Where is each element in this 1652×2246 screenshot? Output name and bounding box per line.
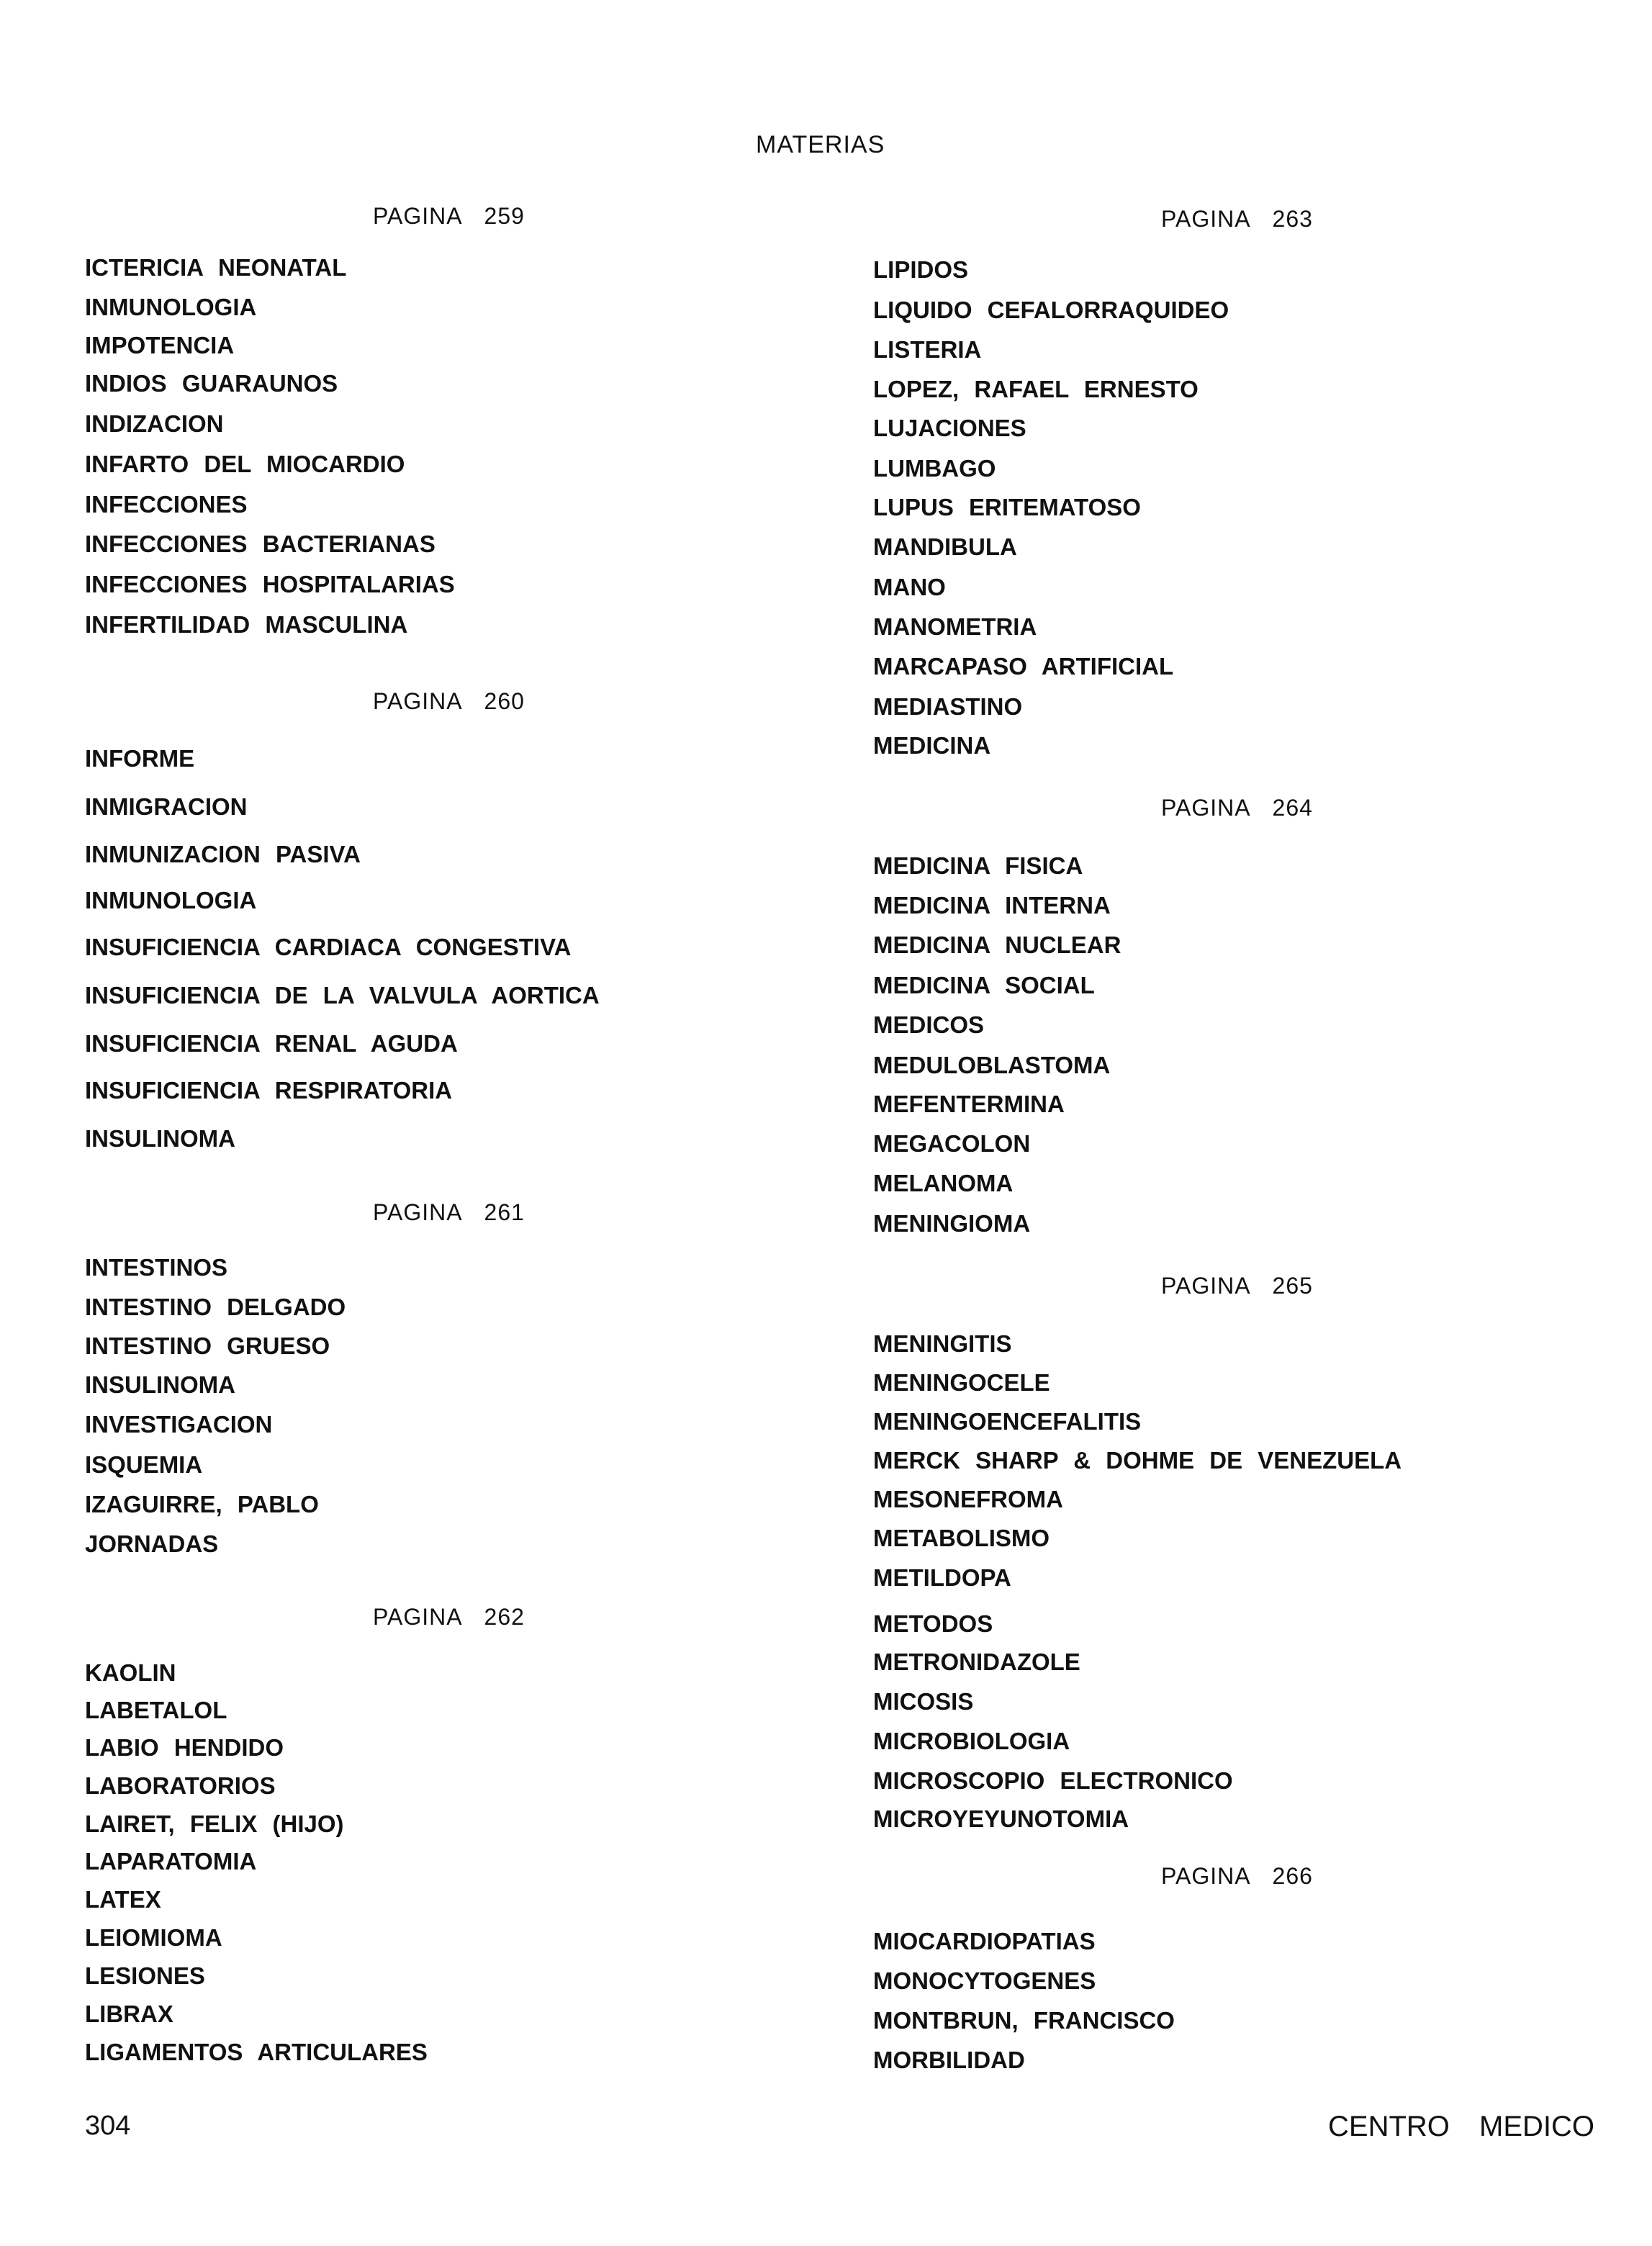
- section-label: PAGINA: [1161, 1863, 1251, 1889]
- index-entry-medicina: MEDICINA: [873, 732, 991, 759]
- section-label: PAGINA: [1161, 1273, 1251, 1299]
- index-entry-morbilidad: MORBILIDAD: [873, 2047, 1025, 2073]
- index-entry-insulinoma: INSULINOMA: [85, 1371, 235, 1398]
- index-entry-medicina-social: MEDICINA SOCIAL: [873, 972, 1095, 998]
- index-entry-isquemia: ISQUEMIA: [85, 1451, 203, 1478]
- section-label: PAGINA: [373, 203, 463, 229]
- index-entry-listeria: LISTERIA: [873, 336, 982, 363]
- section-page-number: 266: [1272, 1863, 1313, 1889]
- index-entry-intestino-grueso: INTESTINO GRUESO: [85, 1332, 330, 1359]
- section-page-number: 260: [484, 688, 525, 714]
- section-page-number: 264: [1272, 795, 1313, 821]
- index-entry-metildopa: METILDOPA: [873, 1564, 1011, 1591]
- index-entry-intestino-delgado: INTESTINO DELGADO: [85, 1294, 346, 1320]
- index-entry-impotencia: IMPOTENCIA: [85, 332, 235, 358]
- index-entry-mediastino: MEDIASTINO: [873, 693, 1023, 720]
- index-entry-insuficiencia-respiratoria: INSUFICIENCIA RESPIRATORIA: [85, 1077, 453, 1104]
- section-heading-pagina-260: [373, 688, 525, 715]
- section-label: PAGINA: [1161, 795, 1251, 821]
- page-title: MATERIAS: [756, 131, 885, 158]
- index-entry-laparatomia: LAPARATOMIA: [85, 1848, 257, 1875]
- index-entry-insuficiencia-renal-aguda: INSUFICIENCIA RENAL AGUDA: [85, 1030, 458, 1057]
- index-entry-microbiologia: MICROBIOLOGIA: [873, 1728, 1070, 1754]
- section-heading-pagina-262: [373, 1604, 525, 1631]
- index-entry-lujaciones: LUJACIONES: [873, 415, 1026, 441]
- section-label: PAGINA: [373, 1604, 463, 1630]
- index-entry-metodos: METODOS: [873, 1610, 993, 1637]
- section-heading-pagina-259: [373, 203, 525, 230]
- index-entry-lupus-eritematoso: LUPUS ERITEMATOSO: [873, 494, 1141, 520]
- index-entry-medicina-fisica: MEDICINA FISICA: [873, 852, 1083, 879]
- index-entry-insuficiencia-de-la-valvula-aortica: INSUFICIENCIA DE LA VALVULA AORTICA: [85, 982, 600, 1009]
- section-heading-pagina-263: [1161, 206, 1313, 233]
- index-entry-inmigracion: INMIGRACION: [85, 793, 248, 820]
- index-entry-montbrun-francisco: MONTBRUN, FRANCISCO: [873, 2007, 1175, 2034]
- section-page-number: 263: [1272, 206, 1313, 232]
- index-entry-indizacion: INDIZACION: [85, 410, 224, 437]
- index-entry-insuficiencia-cardiaca-congestiva: INSUFICIENCIA CARDIACA CONGESTIVA: [85, 934, 572, 960]
- index-entry-leiomioma: LEIOMIOMA: [85, 1924, 222, 1951]
- index-entry-infertilidad-masculina: INFERTILIDAD MASCULINA: [85, 611, 408, 638]
- section-heading-pagina-261: [373, 1199, 525, 1226]
- index-entry-latex: LATEX: [85, 1886, 161, 1913]
- index-entry-medicina-interna: MEDICINA INTERNA: [873, 892, 1111, 919]
- index-entry-jornadas: JORNADAS: [85, 1530, 219, 1557]
- index-entry-marcapaso-artificial: MARCAPASO ARTIFICIAL: [873, 653, 1174, 680]
- index-entry-infecciones-bacterianas: INFECCIONES BACTERIANAS: [85, 531, 435, 557]
- index-entry-intestinos: INTESTINOS: [85, 1254, 228, 1281]
- section-heading-pagina-266: [1161, 1863, 1313, 1890]
- section-label: PAGINA: [373, 1199, 463, 1225]
- index-entry-inmunizacion-pasiva: INMUNIZACION PASIVA: [85, 841, 361, 867]
- section-heading-pagina-264: [1161, 795, 1313, 821]
- index-entry-medicina-nuclear: MEDICINA NUCLEAR: [873, 932, 1121, 958]
- index-entry-laboratorios: LABORATORIOS: [85, 1772, 276, 1799]
- index-entry-mefentermina: MEFENTERMINA: [873, 1091, 1065, 1117]
- index-entry-mano: MANO: [873, 574, 946, 600]
- index-entry-insulinoma: INSULINOMA: [85, 1125, 235, 1152]
- index-entry-lumbago: LUMBAGO: [873, 455, 996, 482]
- index-entry-infecciones: INFECCIONES: [85, 491, 248, 518]
- index-entry-metabolismo: METABOLISMO: [873, 1525, 1050, 1551]
- index-entry-melanoma: MELANOMA: [873, 1170, 1014, 1196]
- index-entry-kaolin: KAOLIN: [85, 1659, 176, 1686]
- index-entry-meduloblastoma: MEDULOBLASTOMA: [873, 1052, 1111, 1078]
- index-entry-mesonefroma: MESONEFROMA: [873, 1486, 1063, 1512]
- index-entry-miocardiopatias: MIOCARDIOPATIAS: [873, 1928, 1096, 1954]
- index-entry-izaguirre-pablo: IZAGUIRRE, PABLO: [85, 1491, 319, 1517]
- index-entry-medicos: MEDICOS: [873, 1011, 985, 1038]
- index-entry-megacolon: MEGACOLON: [873, 1130, 1031, 1157]
- section-page-number: 261: [484, 1199, 525, 1225]
- index-entry-meningoencefalitis: MENINGOENCEFALITIS: [873, 1408, 1142, 1435]
- section-heading-pagina-265: [1161, 1273, 1313, 1299]
- page-number: 304: [85, 2111, 131, 2141]
- section-label: PAGINA: [373, 688, 463, 714]
- index-entry-ligamentos-articulares: LIGAMENTOS ARTICULARES: [85, 2039, 428, 2065]
- index-entry-lairet-felix-hijo: LAIRET, FELIX (HIJO): [85, 1810, 344, 1837]
- index-entry-lipidos: LIPIDOS: [873, 256, 969, 283]
- publication-title: CENTRO MEDICO: [1328, 2111, 1594, 2142]
- index-entry-inmunologia: INMUNOLOGIA: [85, 294, 257, 320]
- index-entry-liquido-cefalorraquideo: LIQUIDO CEFALORRAQUIDEO: [873, 297, 1229, 323]
- index-entry-investigacion: INVESTIGACION: [85, 1411, 273, 1438]
- index-entry-merck-sharp-dohme-de-venezuela: MERCK SHARP & DOHME DE VENEZUELA: [873, 1447, 1402, 1474]
- index-entry-mandibula: MANDIBULA: [873, 533, 1017, 560]
- index-entry-metronidazole: METRONIDAZOLE: [873, 1649, 1080, 1675]
- index-entry-microscopio-electronico: MICROSCOPIO ELECTRONICO: [873, 1767, 1233, 1794]
- index-entry-meningocele: MENINGOCELE: [873, 1369, 1050, 1396]
- index-entry-inmunologia: INMUNOLOGIA: [85, 887, 257, 914]
- index-entry-informe: INFORME: [85, 745, 195, 772]
- index-entry-ictericia-neonatal: ICTERICIA NEONATAL: [85, 254, 347, 281]
- index-entry-infarto-del-miocardio: INFARTO DEL MIOCARDIO: [85, 451, 405, 477]
- index-entry-lopez-rafael-ernesto: LOPEZ, RAFAEL ERNESTO: [873, 376, 1199, 402]
- section-page-number: 262: [484, 1604, 525, 1630]
- index-entry-monocytogenes: MONOCYTOGENES: [873, 1967, 1096, 1994]
- section-page-number: 259: [484, 203, 525, 229]
- index-entry-labio-hendido: LABIO HENDIDO: [85, 1734, 284, 1761]
- index-entry-indios-guaraunos: INDIOS GUARAUNOS: [85, 370, 338, 397]
- index-entry-micosis: MICOSIS: [873, 1688, 974, 1715]
- index-entry-meningioma: MENINGIOMA: [873, 1210, 1031, 1237]
- index-entry-manometria: MANOMETRIA: [873, 613, 1037, 640]
- section-page-number: 265: [1272, 1273, 1313, 1299]
- index-entry-infecciones-hospitalarias: INFECCIONES HOSPITALARIAS: [85, 571, 455, 597]
- index-entry-labetalol: LABETALOL: [85, 1697, 227, 1723]
- index-entry-meningitis: MENINGITIS: [873, 1330, 1012, 1357]
- index-entry-lesiones: LESIONES: [85, 1962, 205, 1989]
- section-label: PAGINA: [1161, 206, 1251, 232]
- index-entry-librax: LIBRAX: [85, 2001, 173, 2027]
- index-entry-microyeyunotomia: MICROYEYUNOTOMIA: [873, 1805, 1129, 1832]
